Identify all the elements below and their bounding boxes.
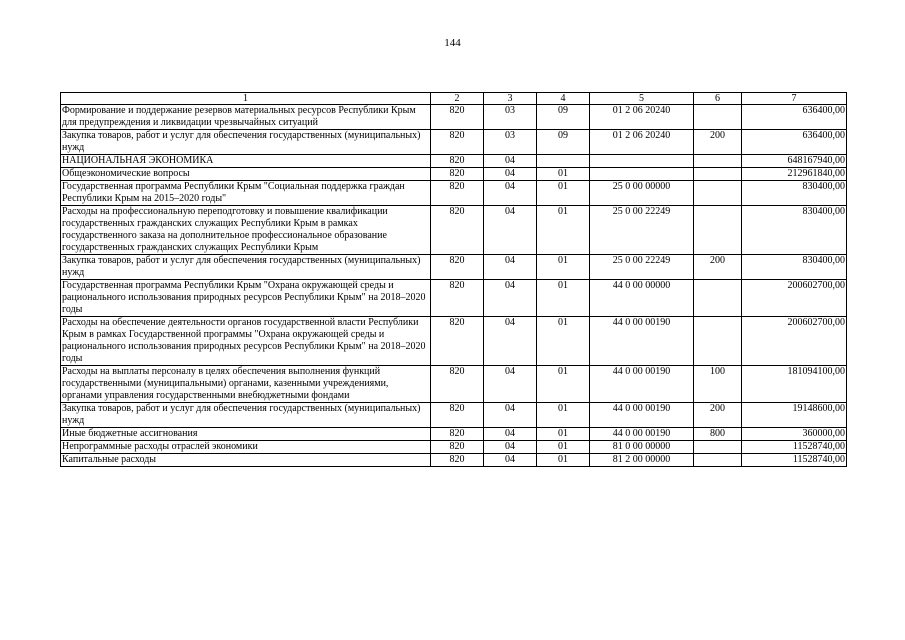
cell-ministry: 820 xyxy=(431,366,484,403)
cell-subsection: 01 xyxy=(537,366,590,403)
cell-amount: 19148600,00 xyxy=(742,403,847,428)
cell-target-article: 81 2 00 00000 xyxy=(590,454,694,467)
cell-amount: 830400,00 xyxy=(742,255,847,280)
cell-expense-type: 200 xyxy=(694,255,742,280)
cell-amount: 830400,00 xyxy=(742,181,847,206)
cell-amount: 11528740,00 xyxy=(742,441,847,454)
cell-target-article: 44 0 00 00190 xyxy=(590,366,694,403)
cell-target-article: 01 2 06 20240 xyxy=(590,105,694,130)
cell-ministry: 820 xyxy=(431,105,484,130)
cell-section: 04 xyxy=(484,317,537,366)
cell-ministry: 820 xyxy=(431,206,484,255)
cell-name: Государственная программа Республики Крым "Охрана окружающей среды и рационального использования природных ресурсов Республики Крым" на 2018–2020 годы xyxy=(61,280,431,317)
cell-subsection: 01 xyxy=(537,403,590,428)
cell-subsection: 01 xyxy=(537,317,590,366)
cell-subsection: 09 xyxy=(537,105,590,130)
cell-section: 03 xyxy=(484,105,537,130)
table-row xyxy=(61,206,847,255)
cell-amount: 11528740,00 xyxy=(742,454,847,467)
cell-target-article: 25 0 00 22249 xyxy=(590,255,694,280)
cell-name: Формирование и поддержание резервов материальных ресурсов Республики Крым для предупреждения и ликвидации чрезвычайных ситуаций xyxy=(61,105,431,130)
cell-section: 04 xyxy=(484,366,537,403)
cell-subsection: 01 xyxy=(537,181,590,206)
cell-amount: 200602700,00 xyxy=(742,280,847,317)
table-row xyxy=(61,441,847,454)
header-col-6: 6 xyxy=(694,93,742,105)
table-row xyxy=(61,168,847,181)
cell-amount: 360000,00 xyxy=(742,428,847,441)
cell-expense-type: 200 xyxy=(694,403,742,428)
cell-expense-type xyxy=(694,280,742,317)
cell-subsection: 09 xyxy=(537,130,590,155)
table-row xyxy=(61,255,847,280)
cell-target-article: 25 0 00 00000 xyxy=(590,181,694,206)
table-row xyxy=(61,130,847,155)
cell-subsection: 01 xyxy=(537,206,590,255)
header-col-5: 5 xyxy=(590,93,694,105)
cell-subsection: 01 xyxy=(537,454,590,467)
cell-expense-type xyxy=(694,441,742,454)
cell-section: 04 xyxy=(484,255,537,280)
cell-expense-type xyxy=(694,105,742,130)
cell-ministry: 820 xyxy=(431,155,484,168)
cell-name: Закупка товаров, работ и услуг для обеспечения государственных (муниципальных) нужд xyxy=(61,130,431,155)
cell-amount: 200602700,00 xyxy=(742,317,847,366)
header-col-1: 1 xyxy=(61,93,431,105)
cell-amount: 830400,00 xyxy=(742,206,847,255)
cell-ministry: 820 xyxy=(431,454,484,467)
cell-ministry: 820 xyxy=(431,280,484,317)
cell-expense-type xyxy=(694,206,742,255)
table-row xyxy=(61,155,847,168)
header-row xyxy=(61,93,847,105)
cell-section: 04 xyxy=(484,454,537,467)
cell-name: НАЦИОНАЛЬНАЯ ЭКОНОМИКА xyxy=(61,155,431,168)
budget-table xyxy=(60,92,847,467)
cell-section: 04 xyxy=(484,155,537,168)
cell-ministry: 820 xyxy=(431,317,484,366)
cell-amount: 636400,00 xyxy=(742,130,847,155)
cell-name: Государственная программа Республики Крым "Социальная поддержка граждан Республики Крым на 2015–2020 годы" xyxy=(61,181,431,206)
table-row xyxy=(61,105,847,130)
table-row xyxy=(61,454,847,467)
page-number: 144 xyxy=(444,37,461,49)
cell-expense-type: 100 xyxy=(694,366,742,403)
cell-target-article: 44 0 00 00000 xyxy=(590,280,694,317)
cell-subsection: 01 xyxy=(537,428,590,441)
cell-name: Расходы на профессиональную переподготовку и повышение квалификации государственных гражданских служащих Республики Крым в рамках государственного заказа на дополнительное профессиональное образование государственных гражданских служащих Республики Крым xyxy=(61,206,431,255)
cell-subsection: 01 xyxy=(537,280,590,317)
cell-section: 04 xyxy=(484,206,537,255)
table-row xyxy=(61,366,847,403)
cell-expense-type xyxy=(694,317,742,366)
cell-expense-type: 800 xyxy=(694,428,742,441)
cell-amount: 636400,00 xyxy=(742,105,847,130)
cell-section: 04 xyxy=(484,168,537,181)
table-row xyxy=(61,280,847,317)
cell-subsection: 01 xyxy=(537,168,590,181)
header-col-3: 3 xyxy=(484,93,537,105)
cell-expense-type xyxy=(694,181,742,206)
cell-section: 03 xyxy=(484,130,537,155)
cell-expense-type: 200 xyxy=(694,130,742,155)
cell-target-article xyxy=(590,155,694,168)
cell-ministry: 820 xyxy=(431,168,484,181)
cell-ministry: 820 xyxy=(431,130,484,155)
cell-subsection: 01 xyxy=(537,255,590,280)
cell-name: Непрограммные расходы отраслей экономики xyxy=(61,441,431,454)
cell-section: 04 xyxy=(484,280,537,317)
cell-amount: 648167940,00 xyxy=(742,155,847,168)
cell-name: Иные бюджетные ассигнования xyxy=(61,428,431,441)
header-col-4: 4 xyxy=(537,93,590,105)
table-row xyxy=(61,403,847,428)
cell-section: 04 xyxy=(484,441,537,454)
header-col-2: 2 xyxy=(431,93,484,105)
cell-target-article xyxy=(590,168,694,181)
cell-ministry: 820 xyxy=(431,403,484,428)
cell-target-article: 25 0 00 22249 xyxy=(590,206,694,255)
cell-ministry: 820 xyxy=(431,441,484,454)
cell-section: 04 xyxy=(484,428,537,441)
cell-name: Расходы на выплаты персоналу в целях обеспечения выполнения функций государственными (муниципальными) органами, казенными учреждениями, органами управления государственными внебюджетными фондами xyxy=(61,366,431,403)
cell-amount: 181094100,00 xyxy=(742,366,847,403)
cell-ministry: 820 xyxy=(431,181,484,206)
cell-name: Расходы на обеспечение деятельности органов государственной власти Республики Крым в рамках Государственной программы "Охрана окружающей среды и рационального использования природных ресурсов Республики Крым" на 2018–2020 годы xyxy=(61,317,431,366)
table-row xyxy=(61,428,847,441)
cell-subsection xyxy=(537,155,590,168)
cell-expense-type xyxy=(694,168,742,181)
cell-section: 04 xyxy=(484,181,537,206)
cell-target-article: 44 0 00 00190 xyxy=(590,403,694,428)
cell-name: Закупка товаров, работ и услуг для обеспечения государственных (муниципальных) нужд xyxy=(61,255,431,280)
cell-expense-type xyxy=(694,155,742,168)
cell-section: 04 xyxy=(484,403,537,428)
cell-ministry: 820 xyxy=(431,428,484,441)
cell-name: Закупка товаров, работ и услуг для обеспечения государственных (муниципальных) нужд xyxy=(61,403,431,428)
table-row xyxy=(61,317,847,366)
cell-name: Общеэкономические вопросы xyxy=(61,168,431,181)
cell-target-article: 81 0 00 00000 xyxy=(590,441,694,454)
cell-target-article: 01 2 06 20240 xyxy=(590,130,694,155)
cell-amount: 212961840,00 xyxy=(742,168,847,181)
header-col-7: 7 xyxy=(742,93,847,105)
cell-subsection: 01 xyxy=(537,441,590,454)
cell-target-article: 44 0 00 00190 xyxy=(590,317,694,366)
cell-expense-type xyxy=(694,454,742,467)
cell-name: Капитальные расходы xyxy=(61,454,431,467)
table-row xyxy=(61,181,847,206)
cell-ministry: 820 xyxy=(431,255,484,280)
cell-target-article: 44 0 00 00190 xyxy=(590,428,694,441)
